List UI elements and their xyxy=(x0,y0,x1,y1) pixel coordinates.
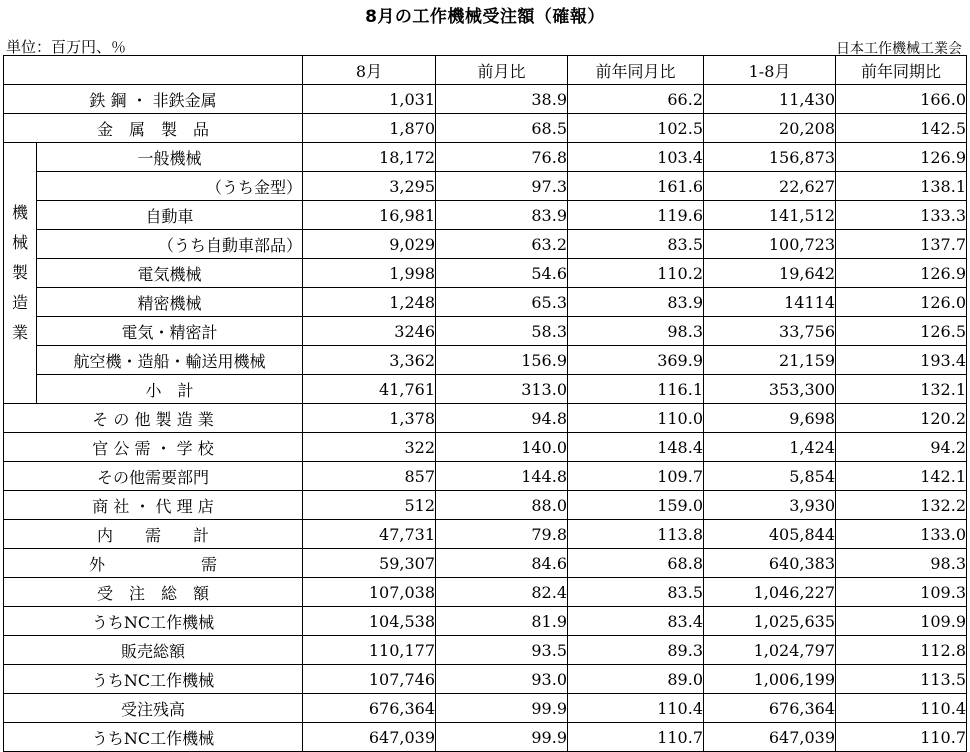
cell-value: 76.8 xyxy=(436,143,568,172)
cell-value: 313.0 xyxy=(436,375,568,404)
row-label: 航空機・造船・輸送用機械 xyxy=(37,346,303,375)
cell-value: 640,383 xyxy=(704,549,836,578)
cell-value: 647,039 xyxy=(704,723,836,752)
table-row xyxy=(4,665,967,694)
cell-value: 1,870 xyxy=(303,114,436,143)
row-label: その他需要部門 xyxy=(4,462,303,491)
cell-value: 54.6 xyxy=(436,259,568,288)
table-row xyxy=(4,201,967,230)
row-label: 自動車 xyxy=(37,201,303,230)
cell-value: 5,854 xyxy=(704,462,836,491)
cell-value: 110.4 xyxy=(836,694,967,723)
cell-value: 99.9 xyxy=(436,694,568,723)
cell-value: 133.0 xyxy=(836,520,967,549)
cell-value: 161.6 xyxy=(568,172,704,201)
cell-value: 16,981 xyxy=(303,201,436,230)
row-label: 金 属 製 品 xyxy=(4,114,303,143)
cell-value: 20,208 xyxy=(704,114,836,143)
table-row xyxy=(4,491,967,520)
row-label: そ の 他 製 造 業 xyxy=(4,404,303,433)
cell-value: 116.1 xyxy=(568,375,704,404)
group-label xyxy=(4,143,37,404)
cell-value: 100,723 xyxy=(704,230,836,259)
cell-value: 3246 xyxy=(303,317,436,346)
cell-value: 1,248 xyxy=(303,288,436,317)
cell-value: 84.6 xyxy=(436,549,568,578)
cell-value: 66.2 xyxy=(568,85,704,114)
cell-value: 65.3 xyxy=(436,288,568,317)
table-row xyxy=(4,404,967,433)
cell-value: 47,731 xyxy=(303,520,436,549)
group-label-char: 機 xyxy=(11,203,28,222)
cell-value: 9,698 xyxy=(704,404,836,433)
cell-value: 1,006,199 xyxy=(704,665,836,694)
cell-value: 126.5 xyxy=(836,317,967,346)
cell-value: 107,746 xyxy=(303,665,436,694)
cell-value: 83.9 xyxy=(568,288,704,317)
cell-value: 166.0 xyxy=(836,85,967,114)
cell-value: 676,364 xyxy=(704,694,836,723)
table-row xyxy=(4,259,967,288)
row-label: 鉄 鋼 ・ 非鉄金属 xyxy=(4,85,303,114)
cell-value: 94.8 xyxy=(436,404,568,433)
table-row xyxy=(4,723,967,752)
header-cell: 前月比 xyxy=(436,56,568,85)
cell-value: 1,424 xyxy=(704,433,836,462)
table-row xyxy=(4,694,967,723)
cell-value: 21,159 xyxy=(704,346,836,375)
cell-value: 120.2 xyxy=(836,404,967,433)
row-label: 受 注 総 額 xyxy=(4,578,303,607)
orders-table xyxy=(3,55,967,752)
row-label: （うち金型） xyxy=(37,172,303,201)
cell-value: 19,642 xyxy=(704,259,836,288)
cell-value: 94.2 xyxy=(836,433,967,462)
row-label: 電気・精密計 xyxy=(37,317,303,346)
cell-value: 41,761 xyxy=(303,375,436,404)
group-label-char: 業 xyxy=(11,323,28,342)
table-row-subtotal xyxy=(4,375,967,404)
cell-value: 83.9 xyxy=(436,201,568,230)
cell-value: 1,998 xyxy=(303,259,436,288)
table-row xyxy=(4,230,967,259)
row-label: 精密機械 xyxy=(37,288,303,317)
cell-value: 110.7 xyxy=(568,723,704,752)
cell-value: 83.5 xyxy=(568,230,704,259)
cell-value: 647,039 xyxy=(303,723,436,752)
header-cell: 前年同期比 xyxy=(836,56,967,85)
table-row xyxy=(4,607,967,636)
cell-value: 79.8 xyxy=(436,520,568,549)
cell-value: 58.3 xyxy=(436,317,568,346)
cell-value: 322 xyxy=(303,433,436,462)
table-row xyxy=(4,114,967,143)
row-label: 電気機械 xyxy=(37,259,303,288)
group-label-char: 造 xyxy=(11,293,28,312)
cell-value: 110.2 xyxy=(568,259,704,288)
table-row xyxy=(4,317,967,346)
cell-value: 1,378 xyxy=(303,404,436,433)
cell-value: 59,307 xyxy=(303,549,436,578)
cell-value: 33,756 xyxy=(704,317,836,346)
cell-value: 110,177 xyxy=(303,636,436,665)
cell-value: 3,362 xyxy=(303,346,436,375)
cell-value: 110.4 xyxy=(568,694,704,723)
cell-value: 193.4 xyxy=(836,346,967,375)
cell-value: 22,627 xyxy=(704,172,836,201)
cell-value: 38.9 xyxy=(436,85,568,114)
cell-value: 369.9 xyxy=(568,346,704,375)
cell-value: 132.2 xyxy=(836,491,967,520)
cell-value: 126.9 xyxy=(836,259,967,288)
cell-value: 107,038 xyxy=(303,578,436,607)
cell-value: 126.0 xyxy=(836,288,967,317)
cell-value: 148.4 xyxy=(568,433,704,462)
row-label: 外 需 xyxy=(4,549,303,578)
table-row xyxy=(4,578,967,607)
page-title: 8月の工作機械受注額（確報） xyxy=(365,7,605,27)
cell-value: 82.4 xyxy=(436,578,568,607)
cell-value: 132.1 xyxy=(836,375,967,404)
cell-value: 857 xyxy=(303,462,436,491)
cell-value: 126.9 xyxy=(836,143,967,172)
cell-value: 133.3 xyxy=(836,201,967,230)
cell-value: 144.8 xyxy=(436,462,568,491)
table-row xyxy=(4,143,967,172)
cell-value: 159.0 xyxy=(568,491,704,520)
cell-value: 98.3 xyxy=(568,317,704,346)
table-row xyxy=(4,520,967,549)
cell-value: 110.7 xyxy=(836,723,967,752)
cell-value: 63.2 xyxy=(436,230,568,259)
cell-value: 1,031 xyxy=(303,85,436,114)
cell-value: 113.5 xyxy=(836,665,967,694)
cell-value: 93.5 xyxy=(436,636,568,665)
row-label: 一般機械 xyxy=(37,143,303,172)
cell-value: 1,024,797 xyxy=(704,636,836,665)
header-cell: 8月 xyxy=(303,56,436,85)
cell-value: 138.1 xyxy=(836,172,967,201)
group-label-char: 械 xyxy=(11,233,28,252)
cell-value: 103.4 xyxy=(568,143,704,172)
cell-value: 119.6 xyxy=(568,201,704,230)
row-label: 小 計 xyxy=(37,375,303,404)
cell-value: 405,844 xyxy=(704,520,836,549)
cell-value: 11,430 xyxy=(704,85,836,114)
table-row xyxy=(4,288,967,317)
table-row xyxy=(4,172,967,201)
header-row xyxy=(4,56,967,85)
cell-value: 97.3 xyxy=(436,172,568,201)
cell-value: 18,172 xyxy=(303,143,436,172)
cell-value: 109.3 xyxy=(836,578,967,607)
cell-value: 9,029 xyxy=(303,230,436,259)
row-label: （うち自動車部品） xyxy=(37,230,303,259)
cell-value: 137.7 xyxy=(836,230,967,259)
row-label: うちNC工作機械 xyxy=(4,665,303,694)
cell-value: 99.9 xyxy=(436,723,568,752)
row-label: 販売総額 xyxy=(4,636,303,665)
table-row xyxy=(4,549,967,578)
group-label-char: 製 xyxy=(11,263,28,282)
cell-value: 81.9 xyxy=(436,607,568,636)
table-row xyxy=(4,85,967,114)
cell-value: 353,300 xyxy=(704,375,836,404)
cell-value: 109.7 xyxy=(568,462,704,491)
cell-value: 83.4 xyxy=(568,607,704,636)
cell-value: 142.5 xyxy=(836,114,967,143)
table-row xyxy=(4,433,967,462)
table-row xyxy=(4,636,967,665)
row-label: うちNC工作機械 xyxy=(4,723,303,752)
cell-value: 14114 xyxy=(704,288,836,317)
cell-value: 3,930 xyxy=(704,491,836,520)
cell-value: 109.9 xyxy=(836,607,967,636)
cell-value: 140.0 xyxy=(436,433,568,462)
header-cell: 1-8月 xyxy=(704,56,836,85)
row-label: 官 公 需 ・ 学 校 xyxy=(4,433,303,462)
cell-value: 113.8 xyxy=(568,520,704,549)
row-label: 受注残高 xyxy=(4,694,303,723)
header-blank xyxy=(4,56,303,85)
cell-value: 104,538 xyxy=(303,607,436,636)
unit-label: 単位：百万円、％ xyxy=(6,38,127,56)
cell-value: 93.0 xyxy=(436,665,568,694)
cell-value: 88.0 xyxy=(436,491,568,520)
cell-value: 676,364 xyxy=(303,694,436,723)
cell-value: 102.5 xyxy=(568,114,704,143)
cell-value: 68.8 xyxy=(568,549,704,578)
row-label: 内 需 計 xyxy=(4,520,303,549)
cell-value: 89.0 xyxy=(568,665,704,694)
cell-value: 512 xyxy=(303,491,436,520)
cell-value: 142.1 xyxy=(836,462,967,491)
cell-value: 3,295 xyxy=(303,172,436,201)
cell-value: 1,025,635 xyxy=(704,607,836,636)
cell-value: 141,512 xyxy=(704,201,836,230)
table-row xyxy=(4,462,967,491)
cell-value: 112.8 xyxy=(836,636,967,665)
source-label: 日本工作機械工業会 xyxy=(836,41,962,57)
table-row xyxy=(4,346,967,375)
cell-value: 83.5 xyxy=(568,578,704,607)
cell-value: 1,046,227 xyxy=(704,578,836,607)
row-label: 商 社 ・ 代 理 店 xyxy=(4,491,303,520)
cell-value: 89.3 xyxy=(568,636,704,665)
row-label: うちNC工作機械 xyxy=(4,607,303,636)
header-cell: 前年同月比 xyxy=(568,56,704,85)
cell-value: 156,873 xyxy=(704,143,836,172)
cell-value: 156.9 xyxy=(436,346,568,375)
cell-value: 98.3 xyxy=(836,549,967,578)
cell-value: 68.5 xyxy=(436,114,568,143)
cell-value: 110.0 xyxy=(568,404,704,433)
